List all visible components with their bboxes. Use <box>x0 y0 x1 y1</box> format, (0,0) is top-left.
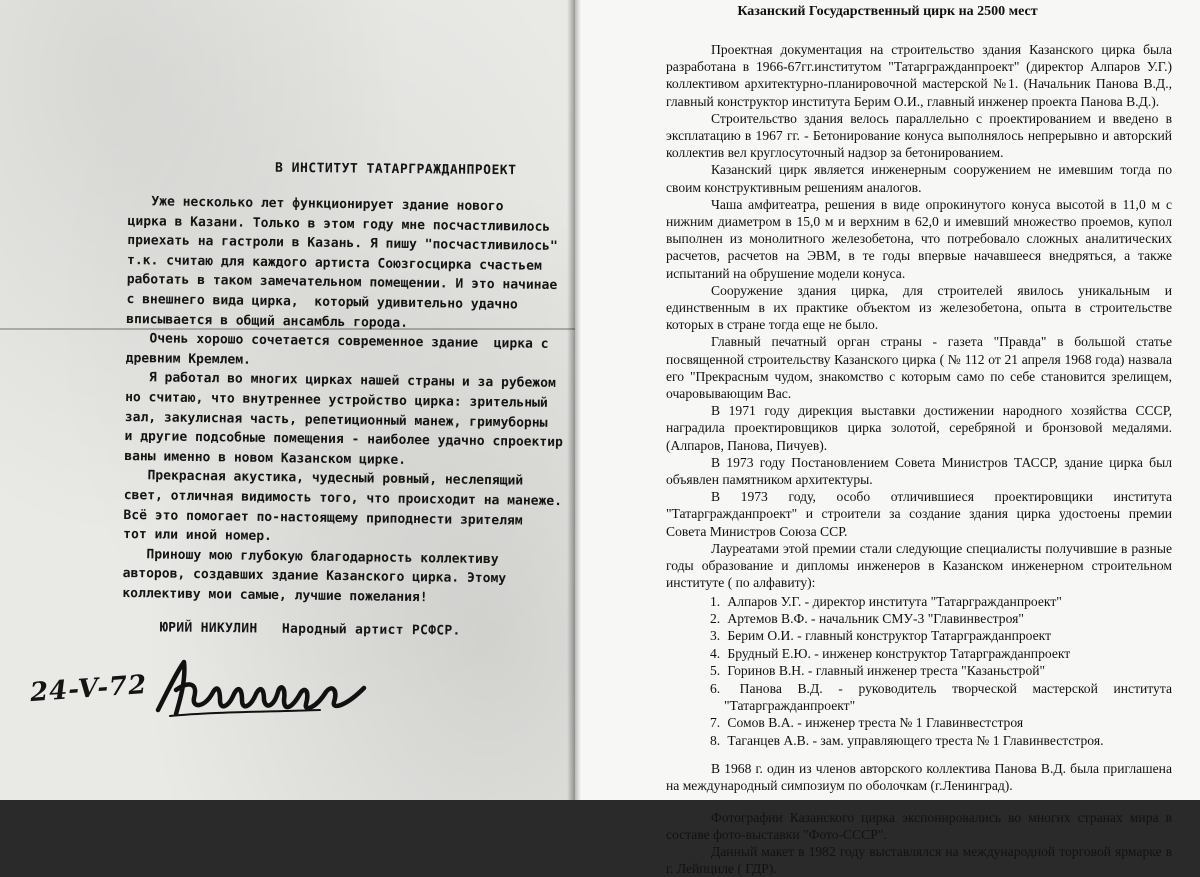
list-item-text: Берим О.И. - главный конструктор Татаргражданпроект <box>727 628 1052 644</box>
letter-title: В ИНСТИТУТ ТАТАРГРАЖДАНПРОЕКТ <box>274 160 517 179</box>
list-number: 5. <box>710 663 721 679</box>
letter-line: т.к. считаю для каждого артиста Союзгосцирка счастьем <box>126 252 542 274</box>
document-paragraph: Чаша амфитеатра, решения в виде опрокинутого конуса высотой в 11,0 м с нижним диаметром в 15,0 м и верхним в 62,0 и имевший множество проемов, купол выполнен из монолитного железобетона, что потребовало сложных аналитических расчетов, расчетов на ЭВМ, в те годы впервые начавшееся внедряться, а также испытаний на обрушение модели конуса. <box>666 196 1172 281</box>
laureates-list <box>666 593 1172 750</box>
letter-line: Очень хорошо сочетается современное здание цирка с <box>125 331 549 353</box>
document-body <box>666 41 1172 877</box>
list-number: 1. <box>710 593 721 609</box>
letter-body <box>122 192 568 610</box>
letter-line: авторов, создавших здание Казанского цирка. Этому <box>122 566 507 587</box>
letter-line: тот или иной номер. <box>123 527 273 545</box>
document-paragraph: Данный макет в 1982 году выставлялся на международной торговой ярмарке в г. Лейпциле ( ГДР). <box>666 843 1172 877</box>
document-paragraph: В 1968 г. один из членов авторского коллектива Панова В.Д. была приглашена на международный симпозиум по оболочкам (г.Ленинград). <box>666 761 1172 794</box>
document-paragraph: В 1973 году Постановлением Совета Министров ТАССР, здание цирка был объявлен памятником архитектуры. <box>666 454 1172 488</box>
list-item-text: Горинов В.Н. - главный инженер треста "Казаньстрой" <box>727 663 1046 679</box>
document-title: Казанский Государственный цирк на 2500 мест <box>737 4 1038 19</box>
document-paragraph: Проектная документация на строительство здания Казанского цирка была разработана в 1966-67гг.институтом "Татаргражданпроект" (директор Алпаров У.Г.) коллективом архитектурно-планировочной мастерской №1. (Начальник Панова В.Д., главный конструктор института Берим О.И., главный инженер проекта Панова В.Д.). <box>666 42 1172 109</box>
list-number: 7. <box>710 715 721 731</box>
list-item-text: Алпаров У.Г. - директор института "Татаргражданпроект" <box>727 593 1062 609</box>
page-edge-shadow <box>575 0 581 800</box>
handwritten-signature <box>150 650 380 725</box>
list-item <box>710 593 1172 610</box>
spacer <box>666 749 1172 760</box>
letter-line: приехать на гастроли в Казань. Я пишу "посчастливилось" <box>127 233 558 255</box>
document-paragraph: Главный печатный орган страны - газета "Правда" в большой статье посвященной строительству Казанского цирка ( № 112 от 21 апреля 1968 года) назвала его "Прекрасным чудом, знакомство с которым само по себе становится зрелищем, очаровывающим Вас. <box>666 334 1172 402</box>
letter-line: работать в таком замечательном помещении. И это начинае <box>126 272 558 294</box>
typewritten-letter-page <box>0 0 575 800</box>
list-item <box>710 627 1172 644</box>
spacer <box>666 795 1172 809</box>
letter-line: но считаю, что внутреннее устройство цирка: зрительный <box>125 389 548 411</box>
list-item-text: Панова В.Д. - руководитель творческой мастерской института "Татаргражданпроект" <box>724 680 1172 713</box>
list-number: 3. <box>710 628 721 644</box>
list-item <box>710 662 1172 679</box>
list-item-text: Брудный Е.Ю. - инженер конструктор Татаргражданпроект <box>727 645 1071 661</box>
letter-line: и другие подсобные помещения - наиболее удачно спроектир <box>124 429 563 451</box>
list-item-text: Артемов В.Ф. - начальник СМУ-3 "Главинвестроя" <box>727 610 1024 626</box>
list-item <box>710 714 1172 731</box>
list-number: 4. <box>710 645 721 661</box>
list-number: 8. <box>710 732 721 748</box>
letter-line: коллективу мои самые, лучшие пожелания! <box>122 585 428 606</box>
letter-line: древним Кремлем. <box>125 350 252 368</box>
list-item <box>710 610 1172 627</box>
document-paragraph: Лауреатами этой премии стали следующие специалисты получившие в разные годы образование и дипломы инженеров в Казанском инженерном строительном институте ( по алфавиту): <box>666 540 1172 591</box>
letter-line: свет, отличная видимость того, что происходит на манеже. <box>123 487 563 509</box>
document-paragraph: Фотографии Казанского цирка экспонировались во многих странах мира в составе фото-выставки "Фото-СССР". <box>666 809 1172 842</box>
list-item <box>710 645 1172 662</box>
list-item-text: Сомов В.А. - инженер треста № 1 Главинвестстроя <box>727 715 1024 731</box>
letter-line: Уже несколько лет функционирует здание нового <box>127 193 504 215</box>
letter-line: ваны именно в новом Казанском цирке. <box>124 448 407 468</box>
document-paragraph: В 1971 году дирекция выставки достижении народного хозяйства СССР, наградила проектировщиков цирка золотой, серебряной и бронзовой медалями. (Алпаров, Панова, Пичуев). <box>666 403 1172 453</box>
letter-signature-line: ЮРИЙ НИКУЛИН Народный артист РСФСР. <box>159 620 461 639</box>
list-number: 2. <box>710 610 721 626</box>
printed-document-page <box>575 0 1200 877</box>
handwritten-date: 24-V-72 <box>29 669 149 709</box>
letter-line: Всё это помогает по-настоящему приподнести зрителям <box>123 507 523 529</box>
letter-line: цирка в Казани. Только в этом году мне посчастливилось <box>127 213 551 235</box>
list-item <box>710 680 1172 715</box>
letter-line: вписывается в общий ансамбль города. <box>126 311 409 331</box>
letter-line: с внешнего вида цирка, который удивительно удачно <box>126 291 518 313</box>
list-item <box>710 732 1172 749</box>
document-paragraph: Строительство здания велось параллельно с проектированием и введено в эксплатацию в 1967 гг. - Бетонирование конуса выполнялось непрерывно и авторский коллектив вел круглосуточный надзор за бетонированием. <box>666 110 1172 161</box>
document-paragraph: Сооружение здания цирка, для строителей явилось уникальным и единственным в их практике объектом из железобетона, опыта в строительстве которых в стране тогда еще не было. <box>666 282 1172 333</box>
list-item-text: Таганцев А.В. - зам. управляющего треста № 1 Главинвестстроя. <box>727 732 1104 748</box>
document-paragraph: В 1973 году, особо отличившиеся проектировщики института "Татаргражданпроект" и строители за создание здания цирка удостоены премии Совета Министров Союза ССР. <box>666 489 1172 539</box>
letter-line: Я работал во многих цирках нашей страны и за рубежом <box>125 370 556 392</box>
page-edge-shadow <box>567 0 575 800</box>
letter-line: Прекрасная акустика, чудесный ровный, неслепящий <box>123 468 524 489</box>
letter-line: Приношу мою глубокую благодарность коллективу <box>122 546 499 567</box>
letter-line: зал, закулисная часть, репетиционный манеж, гримуборны <box>124 409 548 431</box>
list-number: 6. <box>710 680 721 696</box>
document-paragraph: Казанский цирк является инженерным сооружением не имевшим тогда по своим конструктивным решениям аналогов. <box>666 162 1172 195</box>
